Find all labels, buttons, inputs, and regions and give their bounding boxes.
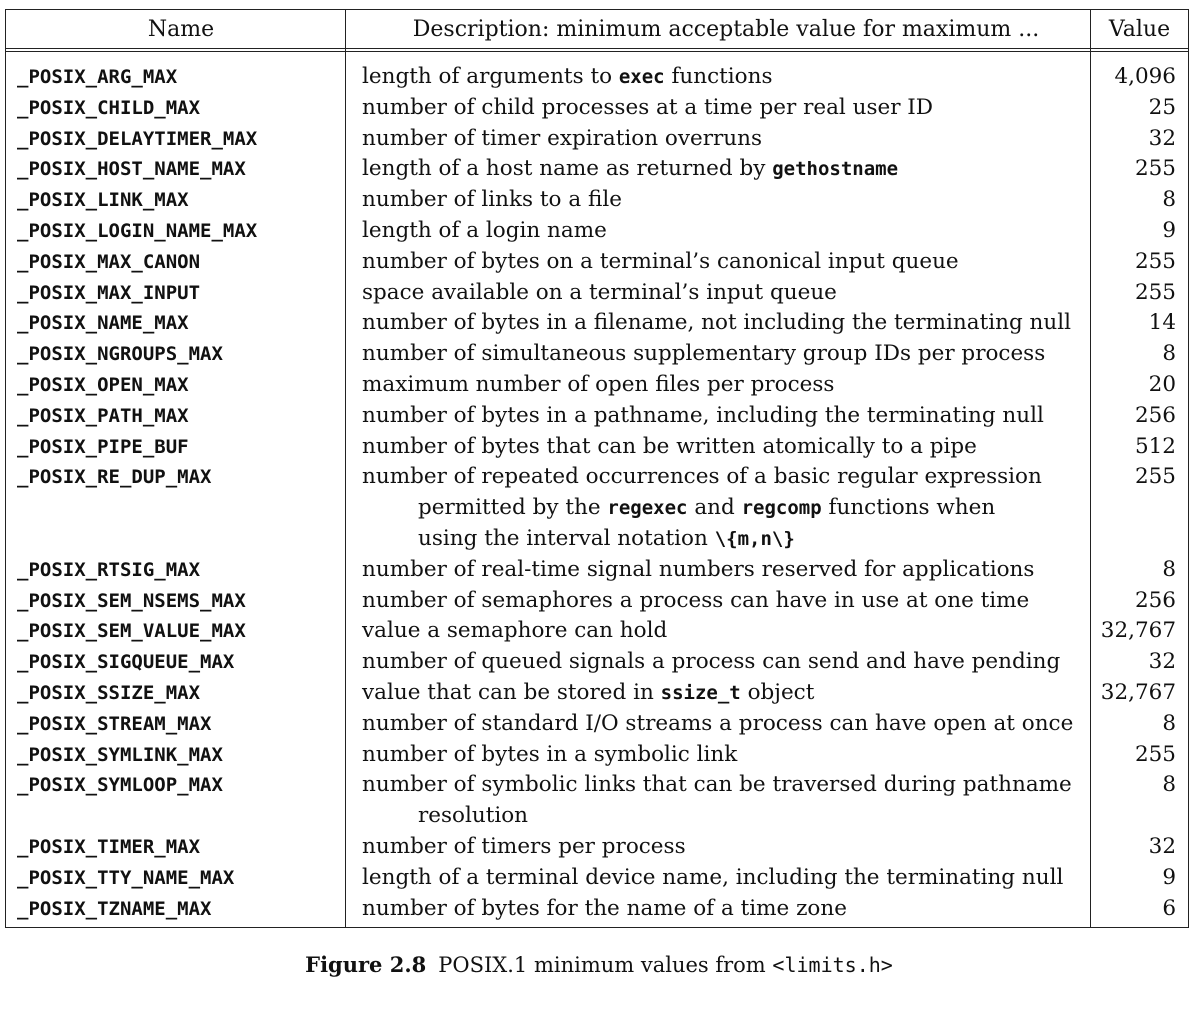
- constant-description: [346, 308, 1091, 339]
- table-row: [6, 401, 1189, 432]
- constant-value: 9: [1162, 217, 1176, 243]
- constant-name: _POSIX_HOST_NAME_MAX: [6, 154, 346, 185]
- desc-text: number of bytes on a terminal’s canonical input queue: [362, 248, 959, 274]
- constant-name: _POSIX_SIGQUEUE_MAX: [6, 647, 346, 678]
- table-row: [6, 308, 1189, 339]
- constant-value: 32: [1148, 833, 1176, 859]
- constant-description: [346, 185, 1091, 216]
- desc-text: number of bytes in a symbolic link: [362, 741, 738, 767]
- desc-text: number of timer expiration overruns: [362, 125, 762, 151]
- table-row: [6, 124, 1189, 155]
- constant-name: _POSIX_RTSIG_MAX: [6, 555, 346, 586]
- desc-text: functions when: [821, 495, 996, 521]
- desc-text: number of child processes at a time per real user ID: [362, 94, 934, 120]
- constant-name: _POSIX_RE_DUP_MAX: [6, 462, 346, 554]
- constant-name: _POSIX_ARG_MAX: [6, 52, 346, 93]
- constant-value: 255: [1134, 156, 1176, 182]
- constant-value: 255: [1134, 741, 1176, 767]
- header-name: Name: [6, 10, 346, 49]
- constant-value: 9: [1162, 864, 1176, 890]
- constant-name: _POSIX_OPEN_MAX: [6, 370, 346, 401]
- desc-text: space available on a terminal’s input queue: [362, 279, 837, 305]
- desc-text: value a semaphore can hold: [362, 618, 668, 644]
- desc-text: number of simultaneous supplementary group IDs per process: [362, 341, 1046, 367]
- desc-text: number of symbolic links that can be traversed during pathname: [362, 772, 1072, 798]
- constant-value: 32,767: [1100, 679, 1176, 705]
- constant-value: 256: [1134, 587, 1176, 613]
- desc-text: using the interval notation: [418, 525, 715, 551]
- desc-text: length of a login name: [362, 217, 607, 243]
- header-description: Description: minimum acceptable value for maximum ...: [346, 10, 1091, 49]
- table-row: [6, 278, 1189, 309]
- code-term: regcomp: [741, 497, 822, 520]
- table-row: [6, 247, 1189, 278]
- constant-description: [346, 432, 1091, 463]
- constant-description: [346, 216, 1091, 247]
- constant-name: _POSIX_LINK_MAX: [6, 185, 346, 216]
- constant-value: 8: [1162, 187, 1176, 213]
- table-row: [6, 432, 1189, 463]
- table-row: [6, 709, 1189, 740]
- desc-text: value that can be stored in: [362, 679, 661, 705]
- desc-text: length of a host name as returned by: [362, 156, 773, 182]
- constant-name: _POSIX_SYMLINK_MAX: [6, 740, 346, 771]
- figure-caption: [0, 952, 1198, 977]
- constant-description: [346, 339, 1091, 370]
- caption-header-file: <limits.h>: [772, 953, 893, 977]
- constant-name: _POSIX_SEM_NSEMS_MAX: [6, 586, 346, 617]
- constant-name: _POSIX_MAX_CANON: [6, 247, 346, 278]
- desc-text: number of bytes in a pathname, including the terminating null: [362, 402, 1044, 428]
- constant-value: 255: [1134, 464, 1176, 490]
- constant-description: [346, 616, 1091, 647]
- desc-text: permitted by the: [418, 495, 608, 521]
- desc-text: number of real-time signal numbers reserved for applications: [362, 556, 1035, 582]
- desc-text: number of timers per process: [362, 833, 686, 859]
- table-row: [6, 832, 1189, 863]
- constant-name: _POSIX_NAME_MAX: [6, 308, 346, 339]
- constant-value: 8: [1162, 341, 1176, 367]
- constant-description: [346, 894, 1091, 928]
- desc-text: functions: [664, 64, 773, 89]
- table-row: [6, 555, 1189, 586]
- desc-text: resolution: [418, 803, 529, 829]
- table-row: [6, 339, 1189, 370]
- desc-text: number of links to a file: [362, 187, 622, 213]
- desc-text: number of bytes for the name of a time zone: [362, 895, 847, 921]
- constant-value: 25: [1148, 94, 1176, 120]
- table-row: [6, 770, 1189, 832]
- table-row: [6, 894, 1189, 928]
- constant-name: _POSIX_PIPE_BUF: [6, 432, 346, 463]
- constant-description: [346, 647, 1091, 678]
- table-row: [6, 370, 1189, 401]
- constant-value: 255: [1134, 248, 1176, 274]
- constant-description: [346, 709, 1091, 740]
- constant-description: [346, 586, 1091, 617]
- code-term: \{m,n\}: [714, 527, 795, 550]
- constant-value: 8: [1162, 772, 1176, 798]
- table-row: [6, 93, 1189, 124]
- desc-text: and: [687, 495, 742, 521]
- table-row: [6, 678, 1189, 709]
- code-term: regexec: [607, 497, 688, 520]
- desc-text: number of repeated occurrences of a basic regular expression: [362, 464, 1042, 490]
- constant-value: 512: [1134, 433, 1176, 459]
- constant-value: 256: [1134, 402, 1176, 428]
- header-value: Value: [1091, 10, 1189, 49]
- constant-description: [346, 555, 1091, 586]
- code-term: exec: [618, 66, 665, 88]
- constant-value: 6: [1162, 895, 1176, 921]
- constant-value: 8: [1162, 556, 1176, 582]
- constant-name: _POSIX_STREAM_MAX: [6, 709, 346, 740]
- constant-value: 8: [1162, 710, 1176, 736]
- constant-description: [346, 154, 1091, 185]
- constant-description: [346, 462, 1091, 554]
- constant-value: 4,096: [1114, 64, 1176, 89]
- constant-name: _POSIX_SSIZE_MAX: [6, 678, 346, 709]
- constant-value: 14: [1148, 310, 1176, 336]
- constant-name: _POSIX_LOGIN_NAME_MAX: [6, 216, 346, 247]
- constant-value: 255: [1134, 279, 1176, 305]
- constant-description: [346, 832, 1091, 863]
- caption-text: POSIX.1 minimum values from: [438, 953, 773, 977]
- constant-name: _POSIX_TIMER_MAX: [6, 832, 346, 863]
- desc-text: length of a terminal device name, including the terminating null: [362, 864, 1064, 890]
- constant-name: _POSIX_NGROUPS_MAX: [6, 339, 346, 370]
- constant-description: [346, 247, 1091, 278]
- constant-value: 32: [1148, 125, 1176, 151]
- constant-value: 32: [1148, 649, 1176, 675]
- table-row: [6, 586, 1189, 617]
- constant-description: [346, 370, 1091, 401]
- desc-text: number of standard I/O streams a process can have open at once: [362, 710, 1074, 736]
- constant-description: [346, 93, 1091, 124]
- constant-description: [346, 278, 1091, 309]
- constant-description: [346, 401, 1091, 432]
- table-row: [6, 616, 1189, 647]
- table-row: [6, 185, 1189, 216]
- code-term: gethostname: [772, 158, 899, 181]
- constant-name: _POSIX_TZNAME_MAX: [6, 894, 346, 928]
- header-row: [6, 10, 1189, 49]
- table-row: [6, 740, 1189, 771]
- constant-value: 32,767: [1100, 618, 1176, 644]
- desc-text: maximum number of open files per process: [362, 371, 835, 397]
- desc-text: number of semaphores a process can have in use at one time: [362, 587, 1030, 613]
- table-row: [6, 154, 1189, 185]
- constant-value: 20: [1148, 371, 1176, 397]
- constant-name: _POSIX_SEM_VALUE_MAX: [6, 616, 346, 647]
- desc-text: object: [740, 679, 815, 705]
- desc-text: length of arguments to: [362, 64, 619, 89]
- table-row: [6, 863, 1189, 894]
- constant-name: _POSIX_MAX_INPUT: [6, 278, 346, 309]
- table-row: [6, 52, 1189, 93]
- constant-name: _POSIX_TTY_NAME_MAX: [6, 863, 346, 894]
- constant-description: [346, 770, 1091, 832]
- constant-description: [346, 863, 1091, 894]
- desc-text: number of queued signals a process can send and have pending: [362, 649, 1061, 675]
- table-row: [6, 647, 1189, 678]
- table-row: [6, 462, 1189, 554]
- constant-name: _POSIX_CHILD_MAX: [6, 93, 346, 124]
- code-term: ssize_t: [660, 681, 741, 704]
- desc-text: number of bytes in a filename, not including the terminating null: [362, 310, 1072, 336]
- posix-limits-table: [5, 9, 1189, 928]
- constant-name: _POSIX_SYMLOOP_MAX: [6, 770, 346, 832]
- constant-description: [346, 52, 1091, 93]
- constant-description: [346, 678, 1091, 709]
- constant-description: [346, 740, 1091, 771]
- table-body: [6, 52, 1189, 928]
- figure-label: Figure 2.8: [305, 952, 427, 977]
- constant-description: [346, 124, 1091, 155]
- table-row: [6, 216, 1189, 247]
- desc-text: number of bytes that can be written atomically to a pipe: [362, 433, 977, 459]
- constant-name: _POSIX_DELAYTIMER_MAX: [6, 124, 346, 155]
- constant-name: _POSIX_PATH_MAX: [6, 401, 346, 432]
